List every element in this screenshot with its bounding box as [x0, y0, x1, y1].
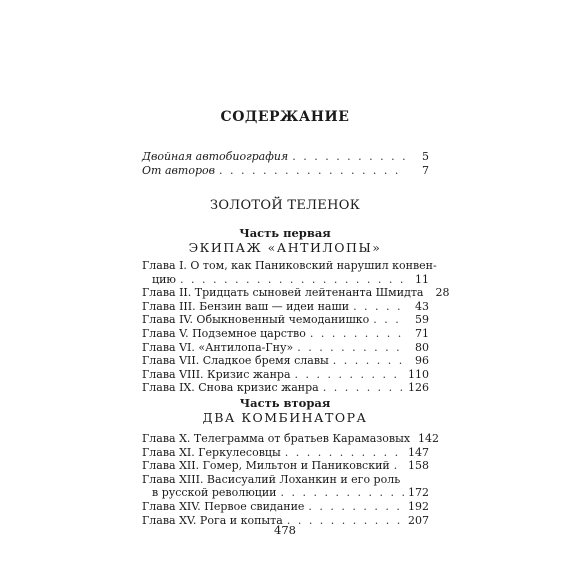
leader-dots [308, 500, 404, 514]
toc-entry-label: Глава XV. Рога и копыта [142, 513, 283, 527]
leader-dots [180, 273, 407, 287]
toc-entry[interactable] [142, 381, 429, 395]
toc-entry-label: Глава XI. Геркулесовцы [142, 445, 281, 459]
leader-dots [281, 486, 404, 500]
toc-entry-page: 5 [422, 150, 429, 163]
toc-entry-page: 142 [418, 432, 440, 445]
part-one-label: Часть первая [239, 226, 331, 240]
toc-entry-page: 96 [415, 354, 429, 368]
toc-entry[interactable] [142, 300, 429, 314]
toc-entry-page: 28 [435, 286, 450, 300]
toc-entry[interactable] [142, 459, 429, 473]
part-two-label: Часть вторая [239, 396, 331, 410]
toc-entry[interactable] [142, 486, 429, 500]
leader-dots [285, 446, 404, 460]
toc-entry[interactable] [142, 368, 429, 382]
toc-entry[interactable] [142, 286, 450, 300]
toc-entry-label: цию [152, 272, 176, 286]
contents-heading: СОДЕРЖАНИЕ [220, 109, 350, 125]
toc-entry-page: 7 [422, 163, 429, 177]
toc-entry-page: 71 [415, 326, 429, 340]
toc-entry-page: 59 [415, 313, 429, 327]
toc-entry-label: Глава XII. Гомер, Мильтон и Паниковский [142, 459, 390, 473]
toc-entry-page: 172 [408, 486, 429, 500]
toc-entry-label: Глава II. Тридцать сыновей лейтенанта Шмидта [142, 286, 424, 300]
toc-entry-page: 207 [408, 513, 429, 527]
toc-entry-label: Глава V. Подземное царство [142, 326, 306, 340]
toc-entry[interactable] [142, 432, 440, 446]
toc-entry-label: Глава III. Бензин ваш — идеи наши [142, 299, 350, 313]
part-two-name: ДВА КОМБИНАТОРА [202, 410, 368, 425]
toc-entry-label: Глава IV. Обыкновенный чемоданишко [142, 313, 370, 327]
toc-entry-page: 158 [408, 459, 429, 473]
leader-dots [333, 354, 407, 368]
toc-entry-label: Глава IX. Снова кризис жанра [142, 381, 319, 395]
leader-dots [219, 164, 407, 178]
toc-entry-page: 11 [415, 272, 429, 286]
leader-dots [373, 313, 407, 327]
toc-entry-page: 126 [408, 381, 429, 395]
toc-entry-label: Двойная автобиография [142, 150, 289, 163]
toc-entry[interactable] [142, 500, 429, 514]
leader-dots [297, 341, 407, 355]
toc-entry[interactable] [142, 313, 429, 327]
leader-dots [394, 459, 404, 473]
toc-entry-page: 147 [408, 445, 429, 459]
book-title: ЗОЛОТОЙ ТЕЛЕНОК [209, 198, 361, 213]
toc-entry-label: в русской революции [152, 486, 277, 500]
toc-entry[interactable] [142, 327, 429, 341]
page-number: 478 [274, 523, 296, 537]
toc-entry-page: 43 [415, 299, 429, 313]
toc-entry-page: 80 [415, 340, 429, 354]
toc-entry-label: Глава VI. «Антилопа-Гну» [142, 340, 294, 354]
toc-entry[interactable] [142, 341, 429, 355]
part-two-chapter-list [142, 432, 440, 527]
toc-entry-first-line[interactable]: Глава I. О том, как Паниковский нарушил конвен- [142, 259, 437, 272]
leader-dots [310, 327, 407, 341]
front-matter-list [142, 150, 429, 177]
leader-dots [292, 150, 407, 164]
toc-entry-page: 110 [408, 367, 429, 381]
toc-entry-label: Глава X. Телеграмма от братьев Карамазовых [142, 432, 411, 445]
toc-entry-first-line[interactable]: Глава XIII. Васисуалий Лоханкин и его роль [142, 472, 401, 486]
leader-dots [323, 381, 404, 395]
leader-dots [353, 300, 407, 314]
toc-entry-label: Глава XIV. Первое свидание [142, 499, 305, 513]
leader-dots [295, 368, 404, 382]
toc-entry-label: Глава VII. Сладкое бремя славы [142, 354, 329, 368]
toc-entry[interactable] [142, 164, 429, 178]
part-one-name: ЭКИПАЖ «АНТИЛОПЫ» [188, 240, 382, 255]
toc-entry[interactable] [142, 150, 429, 164]
toc-entry[interactable] [142, 446, 429, 460]
toc-entry-label: Глава VIII. Кризис жанра [142, 367, 291, 381]
part-one-chapter-list [142, 259, 450, 395]
toc-entry-page: 192 [408, 499, 429, 513]
toc-entry[interactable] [142, 273, 429, 287]
toc-entry[interactable] [142, 354, 429, 368]
toc-entry-label: От авторов [142, 163, 216, 177]
